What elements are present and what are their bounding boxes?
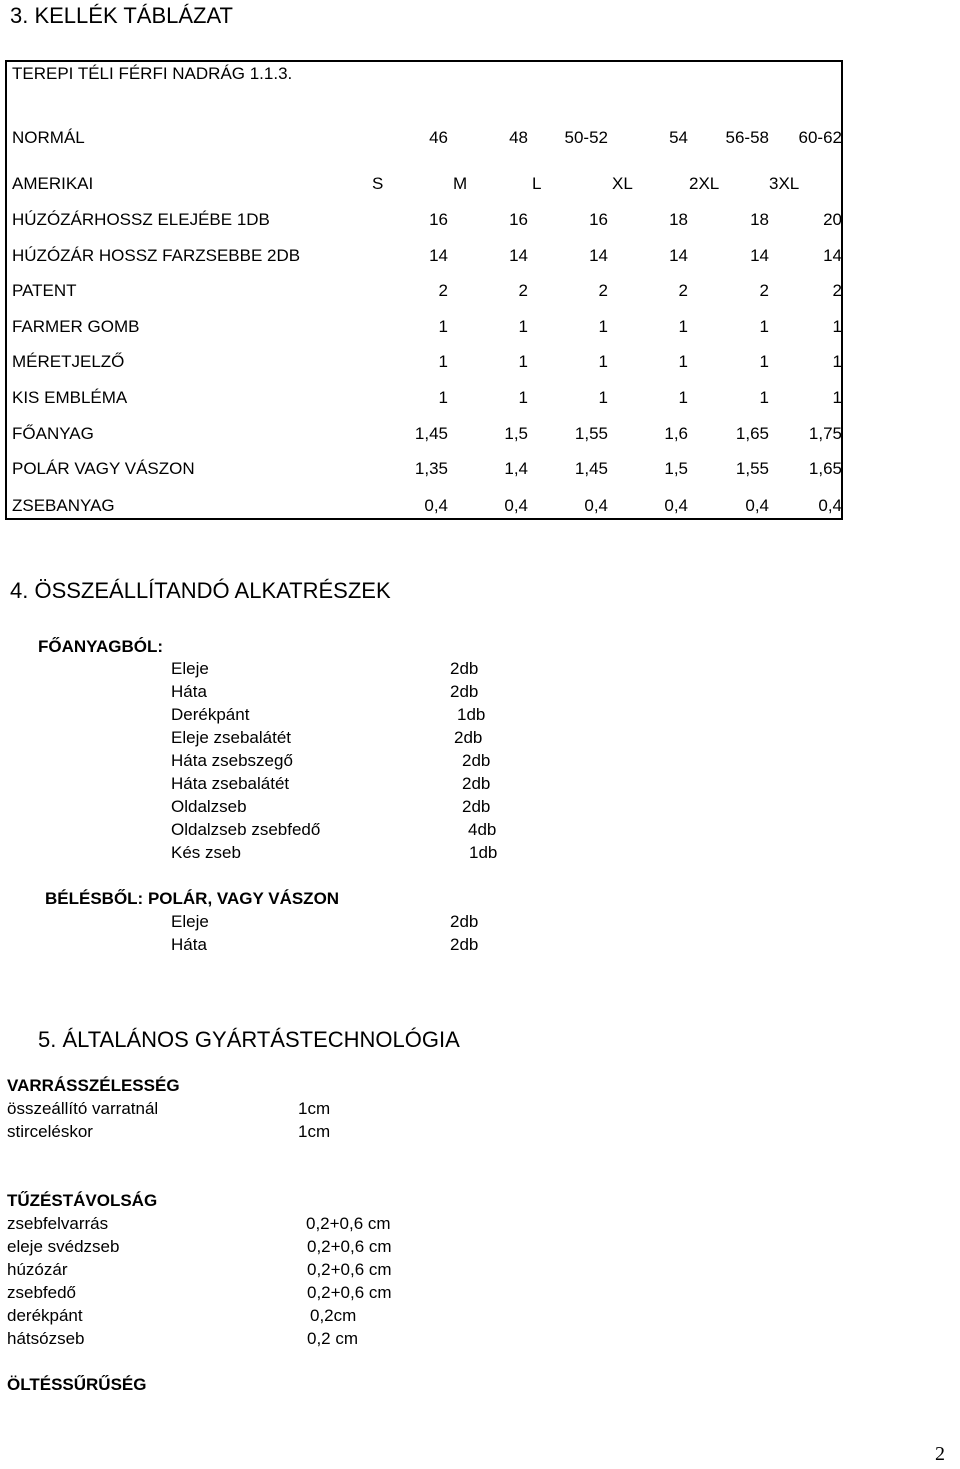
- size-cell: 48: [509, 128, 528, 147]
- section-5-title: 5. ÁLTALÁNOS GYÁRTÁSTECHNOLÓGIA: [38, 1027, 460, 1052]
- seam-width-heading: VARRÁSSZÉLESSÉG: [7, 1076, 180, 1095]
- table-row: [12, 128, 842, 152]
- stitch-value: 0,2+0,6 cm: [307, 1237, 392, 1256]
- part-value: 2db: [454, 728, 483, 747]
- size-cell: 0,4: [424, 496, 448, 515]
- stitch-name: zsebfedő: [7, 1283, 76, 1302]
- stitch-value: 0,2cm: [310, 1306, 357, 1325]
- size-cell: 60-62: [798, 128, 842, 147]
- stitch-value: 0,2+0,6 cm: [306, 1214, 391, 1233]
- size-cell: 2XL: [689, 174, 720, 193]
- table-row: [12, 424, 842, 448]
- seam-value: 1cm: [298, 1122, 331, 1141]
- size-cell: 0,4: [584, 496, 608, 515]
- table-row: [12, 496, 842, 520]
- part-value: 2db: [462, 797, 491, 816]
- main-fabric-heading: FŐANYAGBÓL:: [38, 637, 163, 656]
- size-cell: M: [453, 174, 468, 193]
- size-cell: 1: [518, 388, 528, 407]
- size-cell: 1: [678, 317, 688, 336]
- row-label: FŐANYAG: [12, 424, 94, 443]
- row-label: FARMER GOMB: [12, 317, 140, 336]
- size-cell: 16: [429, 210, 448, 229]
- lining-part-value: 2db: [450, 935, 479, 954]
- size-cell: 1,35: [414, 459, 448, 478]
- table-row: [12, 317, 842, 341]
- size-cell: 14: [669, 246, 688, 265]
- size-cell: 1: [518, 317, 528, 336]
- size-cell: 1: [438, 317, 448, 336]
- part-value: 1db: [457, 705, 486, 724]
- stitch-value: 0,2 cm: [307, 1329, 359, 1348]
- size-cell: 14: [429, 246, 448, 265]
- size-cell: 1: [678, 352, 688, 371]
- size-cell: 2: [438, 281, 448, 300]
- size-cell: 0,4: [664, 496, 688, 515]
- part-value: 2db: [450, 659, 479, 678]
- size-cell: 1,55: [735, 459, 769, 478]
- size-cell: 1,45: [414, 424, 448, 443]
- part-name: Oldalzseb: [171, 797, 247, 816]
- stitch-name: húzózár: [7, 1260, 68, 1279]
- size-cell: 1,65: [735, 424, 769, 443]
- size-cell: 1,6: [664, 424, 688, 443]
- size-cell: 1: [438, 388, 448, 407]
- row-label: HÚZÓZÁRHOSSZ ELEJÉBE 1DB: [12, 210, 270, 229]
- part-value: 4db: [468, 820, 497, 839]
- lining-part-value: 2db: [450, 912, 479, 931]
- size-cell: 2: [759, 281, 769, 300]
- table-row: [12, 210, 842, 234]
- section-3-title: 3. KELLÉK TÁBLÁZAT: [10, 3, 233, 28]
- size-cell: 1: [518, 352, 528, 371]
- stitch-name: hátsózseb: [7, 1329, 85, 1348]
- size-cell: 1: [832, 317, 842, 336]
- size-cell: XL: [612, 174, 633, 193]
- size-cell: 18: [750, 210, 769, 229]
- size-cell: 1,65: [808, 459, 842, 478]
- part-name: Eleje zsebalátét: [171, 728, 292, 747]
- stitch-value: 0,2+0,6 cm: [307, 1283, 392, 1302]
- table-row: [12, 459, 842, 483]
- page-number: 2: [935, 1443, 945, 1465]
- size-cell: 1,75: [808, 424, 842, 443]
- size-cell: 20: [823, 210, 842, 229]
- seam-value: 1cm: [298, 1099, 331, 1118]
- stitch-density-heading: ÖLTÉSSŰRŰSÉG: [7, 1375, 147, 1394]
- row-label: MÉRETJELZŐ: [12, 352, 125, 371]
- size-cell: 54: [669, 128, 688, 147]
- row-label: PATENT: [12, 281, 77, 300]
- section-4-title: 4. ÖSSZEÁLLÍTANDÓ ALKATRÉSZEK: [10, 578, 391, 603]
- size-cell: 1,45: [574, 459, 608, 478]
- row-label: KIS EMBLÉMA: [12, 388, 128, 407]
- seam-name: összeállító varratnál: [7, 1099, 159, 1118]
- size-cell: 1,4: [504, 459, 528, 478]
- size-cell: 46: [429, 128, 448, 147]
- lining-part-name: Eleje: [171, 912, 209, 931]
- size-cell: 2: [832, 281, 842, 300]
- table-title: TEREPI TÉLI FÉRFI NADRÁG 1.1.3.: [12, 64, 293, 83]
- size-cell: 2: [598, 281, 608, 300]
- part-value: 2db: [462, 751, 491, 770]
- size-cell: 2: [678, 281, 688, 300]
- size-cell: 1: [438, 352, 448, 371]
- row-label: POLÁR VAGY VÁSZON: [12, 459, 195, 478]
- size-cell: 16: [509, 210, 528, 229]
- table-row: [12, 246, 842, 270]
- size-cell: 1: [759, 388, 769, 407]
- size-cell: 1: [598, 388, 608, 407]
- seam-name: stirceléskor: [7, 1122, 93, 1141]
- row-label: ZSEBANYAG: [12, 496, 115, 515]
- size-cell: 16: [589, 210, 608, 229]
- stitch-value: 0,2+0,6 cm: [307, 1260, 392, 1279]
- size-cell: 0,4: [745, 496, 769, 515]
- part-value: 2db: [462, 774, 491, 793]
- lining-heading: BÉLÉSBŐL: POLÁR, VAGY VÁSZON: [45, 889, 340, 908]
- size-cell: 1: [759, 317, 769, 336]
- table-row: [12, 388, 842, 412]
- size-cell: 14: [750, 246, 769, 265]
- part-name: Eleje: [171, 659, 209, 678]
- part-name: Oldalzseb zsebfedő: [171, 820, 321, 839]
- size-cell: 56-58: [725, 128, 769, 147]
- size-cell: 1: [759, 352, 769, 371]
- part-name: Háta zsebalátét: [171, 774, 290, 793]
- size-cell: 0,4: [504, 496, 528, 515]
- size-cell: 1,5: [504, 424, 528, 443]
- size-cell: 14: [823, 246, 842, 265]
- part-name: Derékpánt: [171, 705, 250, 724]
- row-label: HÚZÓZÁR HOSSZ FARZSEBBE 2DB: [12, 246, 301, 265]
- table-row: [12, 281, 842, 305]
- table-row: [12, 174, 842, 198]
- size-cell: 50-52: [564, 128, 608, 147]
- size-cell: 1: [598, 352, 608, 371]
- stitch-name: zsebfelvarrás: [7, 1214, 109, 1233]
- row-label: AMERIKAI: [12, 174, 94, 193]
- size-cell: 1: [832, 388, 842, 407]
- stitch-name: derékpánt: [7, 1306, 83, 1325]
- size-cell: 1,55: [574, 424, 608, 443]
- size-cell: 1: [678, 388, 688, 407]
- size-cell: 14: [509, 246, 528, 265]
- part-name: Háta zsebszegő: [171, 751, 293, 770]
- table-row: [12, 352, 842, 376]
- size-cell: 1,5: [664, 459, 688, 478]
- size-cell: S: [372, 174, 384, 193]
- size-cell: 18: [669, 210, 688, 229]
- size-cell: 3XL: [769, 174, 800, 193]
- stitch-name: eleje svédzseb: [7, 1237, 120, 1256]
- part-name: Kés zseb: [171, 843, 241, 862]
- row-label: NORMÁL: [12, 128, 85, 147]
- size-cell: 1: [832, 352, 842, 371]
- size-cell: 2: [518, 281, 528, 300]
- part-name: Háta: [171, 682, 207, 701]
- size-cell: 1: [598, 317, 608, 336]
- part-value: 1db: [469, 843, 498, 862]
- size-cell: 0,4: [818, 496, 842, 515]
- size-cell: L: [532, 174, 542, 193]
- size-cell: 14: [589, 246, 608, 265]
- part-value: 2db: [450, 682, 479, 701]
- lining-part-name: Háta: [171, 935, 207, 954]
- stitch-distance-heading: TŰZÉSTÁVOLSÁG: [7, 1191, 158, 1210]
